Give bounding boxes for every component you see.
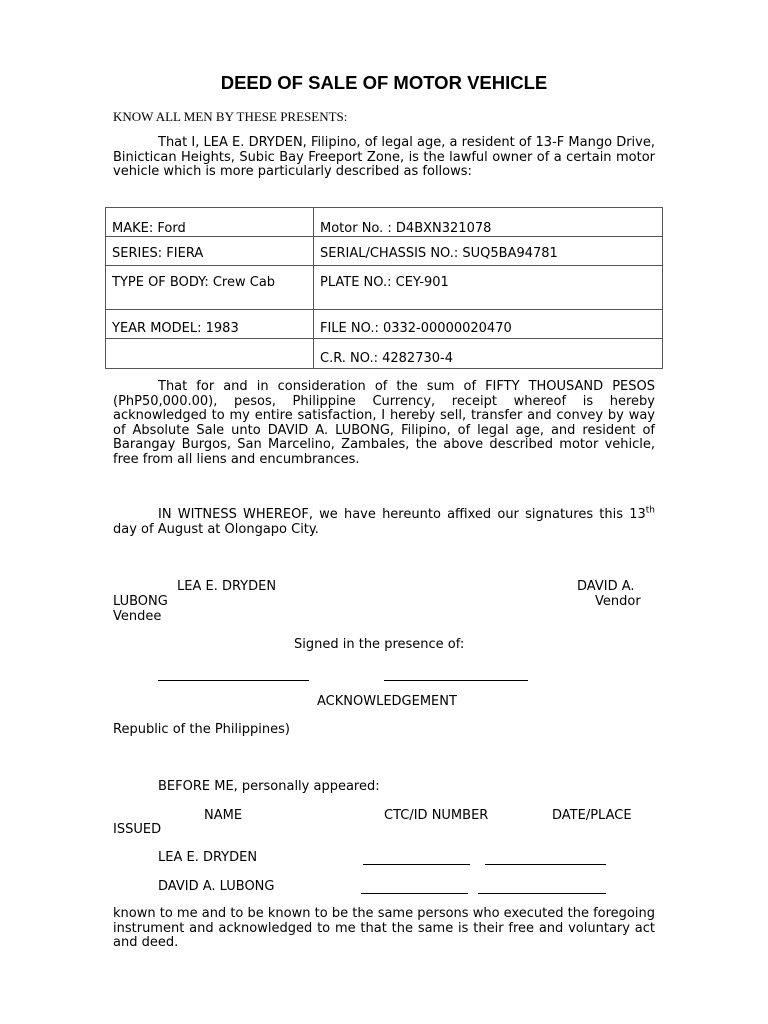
file-no-cell: FILE NO.: 0332-00000020470 (314, 310, 663, 339)
david-ctc-blank (361, 893, 468, 894)
person-lea-name: LEA E. DRYDEN (158, 850, 258, 865)
series-cell: SERIES: FIERA (106, 237, 314, 266)
intro-paragraph: That I, LEA E. DRYDEN, Filipino, of legal age, a resident of 13-F Mango Drive, Binictican Heights, Subic Bay Freeport Zone, is the lawful owner of a certain motor vehicle which is more particularly described as follows: (113, 135, 655, 179)
witness-paragraph (113, 505, 655, 537)
acknowledgement-heading: ACKNOWLEDGEMENT (317, 694, 457, 709)
cr-no-cell: C.R. NO.: 4282730-4 (314, 339, 663, 369)
year-model-cell: YEAR MODEL: 1983 (106, 310, 314, 339)
table-row (106, 208, 663, 237)
table-row (106, 339, 663, 369)
lea-date-place-blank (485, 864, 606, 865)
vendee-label: Vendee (113, 609, 162, 624)
signatory-lea: LEA E. DRYDEN (177, 579, 277, 594)
witness-text-after: day of August at Olongapo City. (113, 521, 319, 537)
column-ctc-header: CTC/ID NUMBER (384, 808, 489, 823)
lea-ctc-blank (363, 864, 470, 865)
make-cell: MAKE: Ford (106, 208, 314, 237)
closing-paragraph: known to me and to be known to be the same persons who executed the foregoing instrument and acknowledged to me that the same is their free and voluntary act and deed. (113, 906, 655, 950)
plate-no-cell: PLATE NO.: CEY-901 (314, 266, 663, 310)
column-issued-header: ISSUED (113, 822, 162, 837)
witness-text-before: IN WITNESS WHEREOF, we have hereunto affixed our signatures this 13 (158, 507, 646, 522)
person-david-name: DAVID A. LUBONG (158, 879, 275, 894)
column-date-place-header: DATE/PLACE (552, 808, 632, 823)
column-name-header: NAME (204, 808, 243, 823)
signatory-lubong: LUBONG (113, 594, 168, 609)
motor-no-cell: Motor No. : D4BXN321078 (314, 208, 663, 237)
document-title: DEED OF SALE OF MOTOR VEHICLE (220, 72, 548, 93)
empty-cell (106, 339, 314, 369)
know-all-men-heading: KNOW ALL MEN BY THESE PRESENTS: (113, 109, 348, 124)
before-me-line: BEFORE ME, personally appeared: (158, 779, 380, 794)
table-row (106, 237, 663, 266)
serial-chassis-cell: SERIAL/CHASSIS NO.: SUQ5BA94781 (314, 237, 663, 266)
consideration-paragraph: That for and in consideration of the sum of FIFTY THOUSAND PESOS (PhP50,000.00), pesos, Philippine Currency, receipt whereof is hereby acknowledged to my entire satisfaction, I hereby sell, transfer and convey by way of Absolute Sale unto DAVID A. LUBONG, Filipino, of legal age, and resident of Barangay Burgos, San Marcelino, Zambales, the above described motor vehicle, free from all liens and encumbrances. (113, 379, 655, 467)
witness-date-suffix: th (645, 505, 655, 516)
witness-signature-line-1 (158, 680, 309, 681)
witness-signature-line-2 (384, 680, 528, 681)
type-of-body-cell: TYPE OF BODY: Crew Cab (106, 266, 314, 310)
table-row (106, 266, 663, 310)
david-date-place-blank (478, 893, 606, 894)
vendor-label: Vendor (595, 594, 641, 609)
signatory-david-first: DAVID A. (577, 579, 635, 594)
republic-line: Republic of the Philippines) (113, 722, 290, 737)
signed-in-presence-label: Signed in the presence of: (294, 637, 465, 652)
vehicle-details-table (105, 207, 663, 369)
table-row (106, 310, 663, 339)
